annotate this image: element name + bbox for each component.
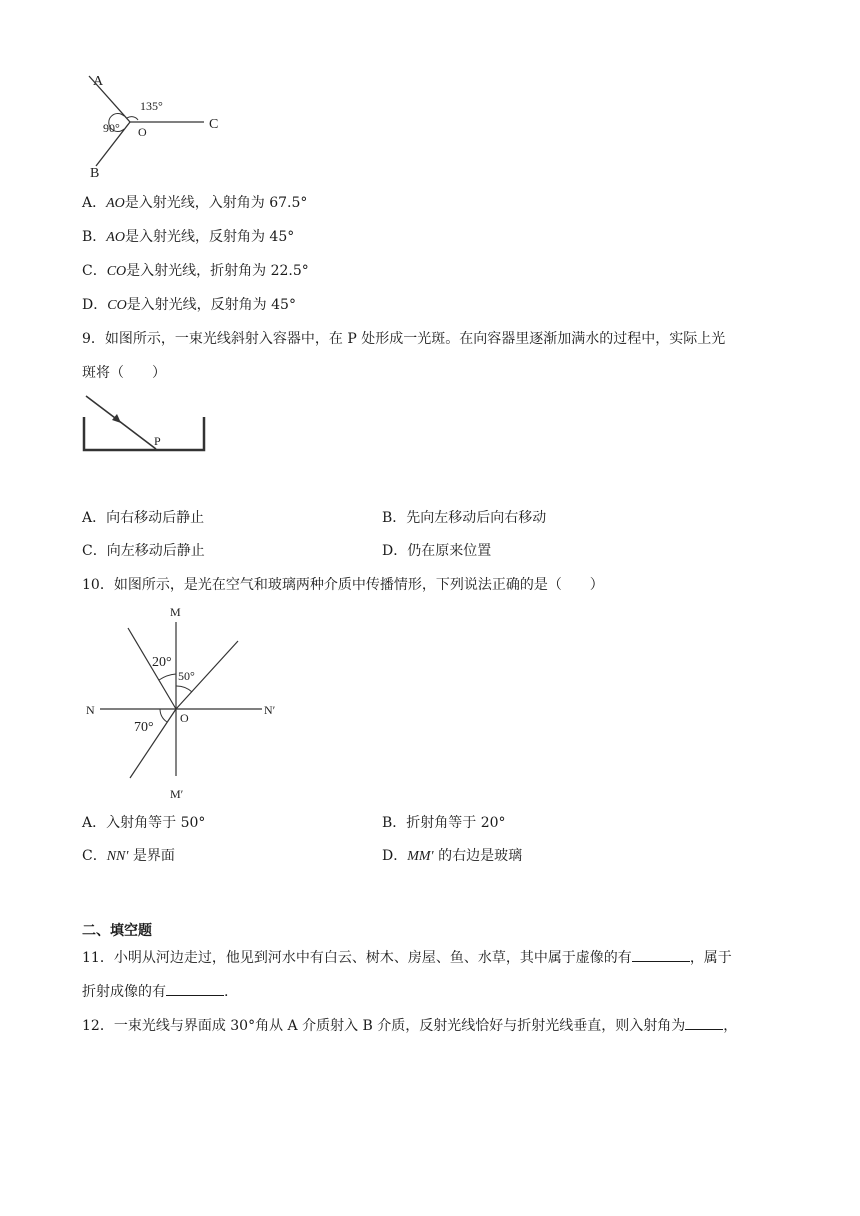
label-m-prime: M′ — [170, 787, 184, 801]
q11-text: ，属于 — [689, 950, 732, 966]
label-c: C — [209, 117, 219, 132]
angle-50-label: 50° — [178, 669, 195, 683]
q10-option-b — [382, 813, 506, 833]
option-letter: D． — [82, 297, 108, 313]
angle-70-label: 70° — [134, 720, 154, 735]
answer-blank[interactable] — [685, 1015, 723, 1030]
label-b: B — [90, 166, 100, 181]
q8-figure — [80, 70, 230, 185]
arc-50 — [176, 686, 192, 692]
arc-20 — [159, 674, 176, 680]
label-p: P — [154, 434, 161, 448]
option-text: 的右边是玻璃 — [433, 848, 523, 864]
label-o: O — [138, 125, 147, 139]
q10-figure — [80, 600, 300, 805]
q11-line2 — [82, 981, 228, 1002]
option-subject: AO — [106, 196, 125, 211]
option-letter: C． — [82, 848, 107, 864]
option-text: 折射角等于 20° — [406, 815, 506, 831]
option-letter: A． — [82, 195, 107, 211]
q10-option-c — [82, 846, 175, 867]
option-text: 是入射光线，入射角为 67.5° — [124, 195, 308, 211]
label-m: M — [170, 605, 181, 619]
answer-blank[interactable] — [166, 981, 224, 996]
option-letter: B． — [382, 815, 407, 831]
q9-option-c: C．向左移动后静止 — [82, 543, 205, 559]
answer-blank[interactable] — [632, 947, 690, 962]
arc-70 — [160, 709, 167, 722]
option-text: 是入射光线，反射角为 45° — [124, 229, 295, 245]
q12-text: 12．一束光线与界面成 30°角从 A 介质射入 B 介质，反射光线恰好与折射光线垂直，则入射角为 — [82, 1018, 686, 1034]
q9-option-a: A．向右移动后静止 — [82, 510, 205, 526]
q10-option-d — [382, 846, 522, 867]
q9-option-d: D．仍在原来位置 — [382, 543, 492, 559]
option-text: 是入射光线，折射角为 22.5° — [126, 263, 309, 279]
q11-text: . — [224, 984, 229, 1000]
q9-stem-line2: 斑将（ ） — [82, 365, 166, 381]
arrow-head — [112, 414, 121, 423]
label-a: A — [93, 74, 104, 89]
q8-option-c — [82, 261, 309, 282]
q12-text: ， — [723, 1018, 738, 1034]
q11-line1 — [82, 947, 732, 968]
angle-arc-135 — [127, 117, 138, 120]
option-subject: NN′ — [106, 849, 129, 864]
q11-text: 折射成像的有 — [82, 984, 166, 1000]
label-n: N — [86, 703, 95, 717]
container — [84, 417, 204, 450]
q8-option-d — [82, 295, 296, 316]
light-ray — [86, 396, 156, 449]
option-text: 是界面 — [128, 848, 175, 864]
angle-90-label: 90° — [103, 121, 120, 135]
q9-stem-line1: 9．如图所示，一束光线斜射入容器中，在 P 处形成一光斑。在向容器里逐渐加满水的过程中，实际上光 — [82, 331, 726, 347]
angle-20-label: 20° — [152, 655, 172, 670]
option-subject: CO — [106, 264, 127, 279]
q9-figure — [80, 392, 210, 454]
label-n-prime: N′ — [264, 703, 276, 717]
q8-option-a — [82, 193, 307, 214]
option-subject: CO — [107, 298, 127, 313]
q10-option-a — [82, 813, 205, 833]
angle-135-label: 135° — [140, 99, 163, 113]
q11-text: 11．小明从河边走过，他见到河水中有白云、树木、房屋、鱼、水草，其中属于虚像的有 — [82, 950, 632, 966]
option-letter: B． — [82, 229, 107, 245]
option-subject: MM′ — [407, 849, 434, 864]
q9-option-b: B．先向左移动后向右移动 — [382, 510, 547, 526]
label-o: O — [180, 711, 189, 725]
q12-line1 — [82, 1015, 737, 1036]
q8-option-b — [82, 227, 294, 248]
section-title: 二、填空题 — [82, 923, 152, 939]
option-letter: A． — [82, 815, 107, 831]
option-text: 是入射光线，反射角为 45° — [126, 297, 296, 313]
option-letter: C． — [82, 263, 107, 279]
q10-stem: 10．如图所示，是光在空气和玻璃两种介质中传播情形，下列说法正确的是（ ） — [82, 577, 604, 593]
option-text: 入射角等于 50° — [106, 815, 206, 831]
option-subject: AO — [106, 230, 125, 245]
option-letter: D． — [382, 848, 408, 864]
